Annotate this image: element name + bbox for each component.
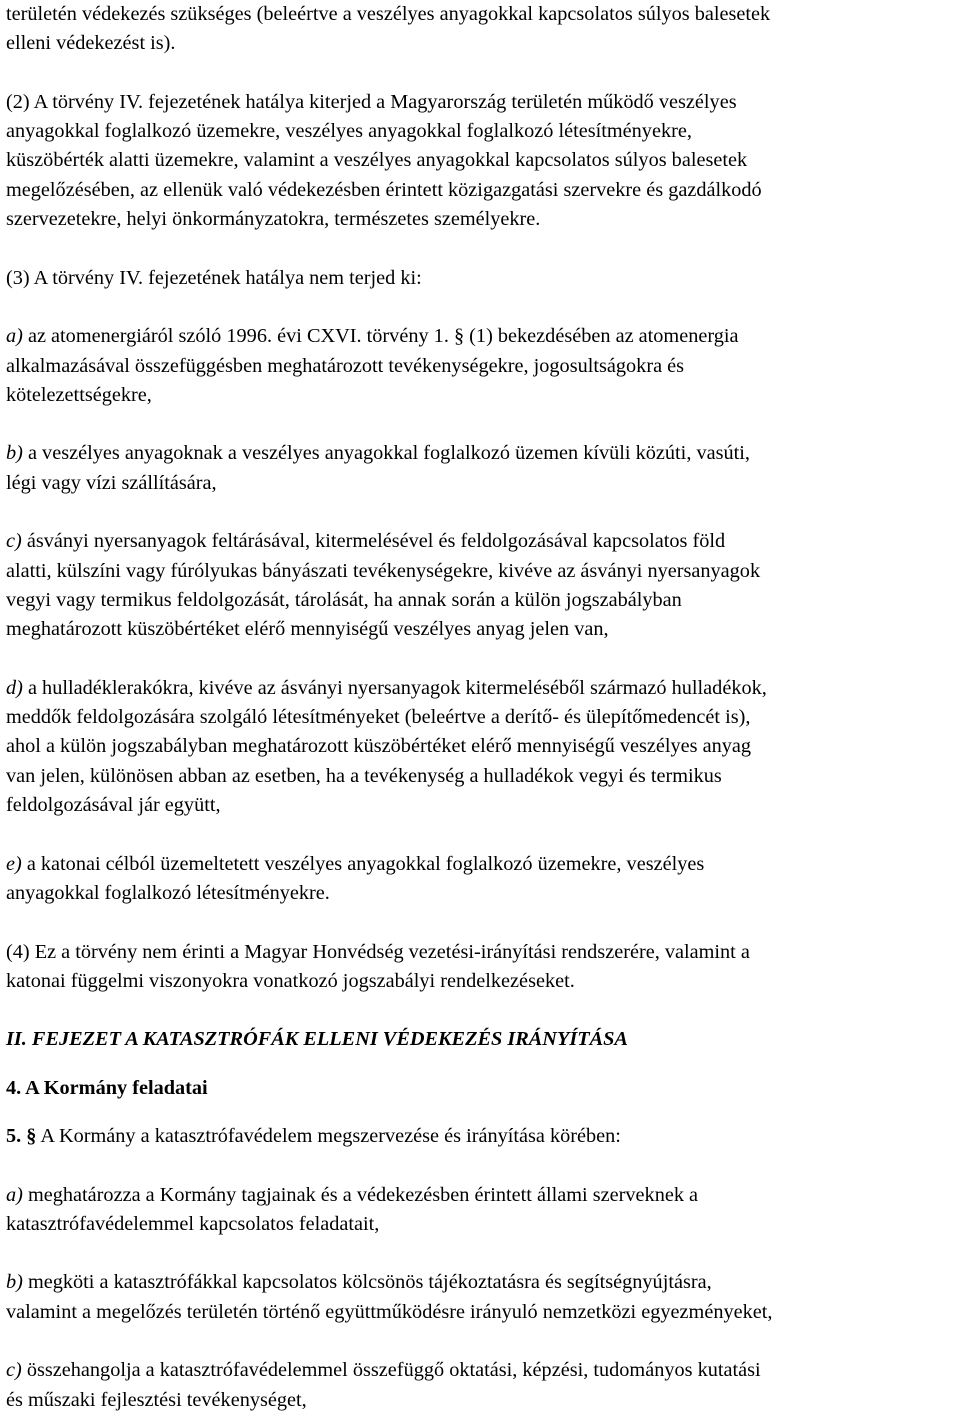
point-label: c) <box>6 1359 22 1382</box>
text-line <box>6 1268 958 1297</box>
text-line: katonai függelmi viszonyokra vonatkozó jogszabályi rendelkezéseket. <box>6 969 575 992</box>
text-line: meddők feldolgozására szolgáló létesítményeket (beleértve a derítő- és ülepítőmedencét is), <box>6 706 751 729</box>
text-line: alkalmazásával összefüggésben meghatározott tevékenységekre, jogosultságokra és <box>6 354 685 377</box>
point-text: megköti a katasztrófákkal kapcsolatos kölcsönös tájékoztatásra és segítségnyújtásra, <box>22 1271 712 1294</box>
point-e <box>6 850 958 909</box>
point-5b <box>6 1268 958 1327</box>
point-label: a) <box>6 1183 23 1206</box>
chapter-title: II. FEJEZET A KATASZTRÓFÁK ELLENI VÉDEKEZÉS IRÁNYÍTÁSA <box>6 1028 628 1051</box>
text-line: légi vagy vízi szállítására, <box>6 471 217 494</box>
text-line: ahol a külön jogszabályban meghatározott küszöbértéket elérő mennyiségű veszélyes anyag <box>6 735 752 758</box>
point-5a <box>6 1181 958 1240</box>
text-line: valamint a megelőzés területén történő együttműködésre irányuló nemzetközi egyezményeket, <box>6 1300 773 1323</box>
text-line <box>6 439 958 468</box>
point-text: A Kormány a katasztrófavédelem megszervezése és irányítása körében: <box>36 1124 621 1147</box>
point-text: ásványi nyersanyagok feltárásával, kitermelésével és feldolgozásával kapcsolatos föld <box>21 530 726 553</box>
text-line <box>6 850 958 879</box>
point-label: b) <box>6 442 23 465</box>
point-d <box>6 674 958 820</box>
point-text: összehangolja a katasztrófavédelemmel összefüggő oktatási, képzési, tudományos kutatási <box>21 1359 761 1382</box>
point-label: a) <box>6 325 23 348</box>
point-label: e) <box>6 852 22 875</box>
text-line: meghatározott küszöbértéket elérő mennyiségű veszélyes anyag jelen van, <box>6 618 609 641</box>
point-5c <box>6 1356 958 1415</box>
text-line: alatti, külszíni vagy fúrólyukas bányászati tevékenységekre, kivéve az ásványi nyersanyagok <box>6 559 761 582</box>
point-text: meghatározza a Kormány tagjainak és a védekezésben érintett állami szerveknek a <box>22 1183 699 1206</box>
paragraph-4 <box>6 938 958 997</box>
text-line: szervezetekre, helyi önkormányzatokra, természetes személyekre. <box>6 208 541 231</box>
paragraph-2 <box>6 88 958 234</box>
point-label: d) <box>6 676 23 699</box>
point-a <box>6 322 958 410</box>
text-line: anyagokkal foglalkozó létesítményekre. <box>6 881 330 904</box>
text-line: megelőzésében, az ellenük való védekezésben érintett közigazgatási szervekre és gazdálkodó <box>6 178 762 201</box>
text-line: elleni védekezést is). <box>6 32 176 55</box>
text-line <box>6 527 958 556</box>
point-text: az atomenergiáról szóló 1996. évi CXVI. törvény 1. § (1) bekezdésében az atomenergia <box>22 325 739 348</box>
point-c <box>6 527 958 644</box>
text-line: anyagokkal foglalkozó üzemekre, veszélyes anyagokkal foglalkozó létesítményekre, <box>6 120 692 143</box>
text-line: kötelezettségekre, <box>6 383 152 406</box>
paragraph-intro <box>6 0 958 59</box>
text-line: vegyi vagy termikus feldolgozását, tárolását, ha annak során a külön jogszabályban <box>6 588 682 611</box>
section-title: 4. A Kormány feladatai <box>6 1076 208 1099</box>
point-text: a hulladéklerakókra, kivéve az ásványi nyersanyagok kitermeléséből származó hulladékok, <box>22 676 767 699</box>
paragraph-3 <box>6 264 958 293</box>
text-line: (3) A törvény IV. fejezetének hatálya nem terjed ki: <box>6 266 422 289</box>
document-page <box>6 0 958 1415</box>
text-line <box>6 1122 958 1151</box>
text-line: területén védekezés szükséges (beleértve a veszélyes anyagokkal kapcsolatos súlyos balesetek <box>6 3 771 25</box>
text-line <box>6 674 958 703</box>
text-line: van jelen, különösen abban az esetben, ha a tevékenység a hulladékok vegyi és termikus <box>6 764 722 787</box>
paragraph-5 <box>6 1122 958 1151</box>
point-label: b) <box>6 1271 23 1294</box>
point-b <box>6 439 958 498</box>
text-line: (2) A törvény IV. fejezetének hatálya kiterjed a Magyarország területén működő veszélyes <box>6 90 737 113</box>
point-text: a veszélyes anyagoknak a veszélyes anyagokkal foglalkozó üzemen kívüli közúti, vasúti, <box>22 442 750 465</box>
point-text: a katonai célból üzemeltetett veszélyes anyagokkal foglalkozó üzemekre, veszélyes <box>21 852 705 875</box>
text-line: (4) Ez a törvény nem érinti a Magyar Honvédség vezetési-irányítási rendszerére, valamint a <box>6 940 750 963</box>
text-line: és műszaki fejlesztési tevékenységet, <box>6 1388 307 1411</box>
point-label: c) <box>6 530 22 553</box>
text-line <box>6 1356 958 1385</box>
text-line: feldolgozásával jár együtt, <box>6 794 221 817</box>
text-line: katasztrófavédelemmel kapcsolatos feladatait, <box>6 1212 380 1235</box>
text-line: küszöbérték alatti üzemekre, valamint a veszélyes anyagokkal kapcsolatos súlyos balesetek <box>6 149 748 172</box>
text-line <box>6 1181 958 1210</box>
section-number: 5. § <box>6 1124 37 1147</box>
text-line <box>6 322 958 351</box>
